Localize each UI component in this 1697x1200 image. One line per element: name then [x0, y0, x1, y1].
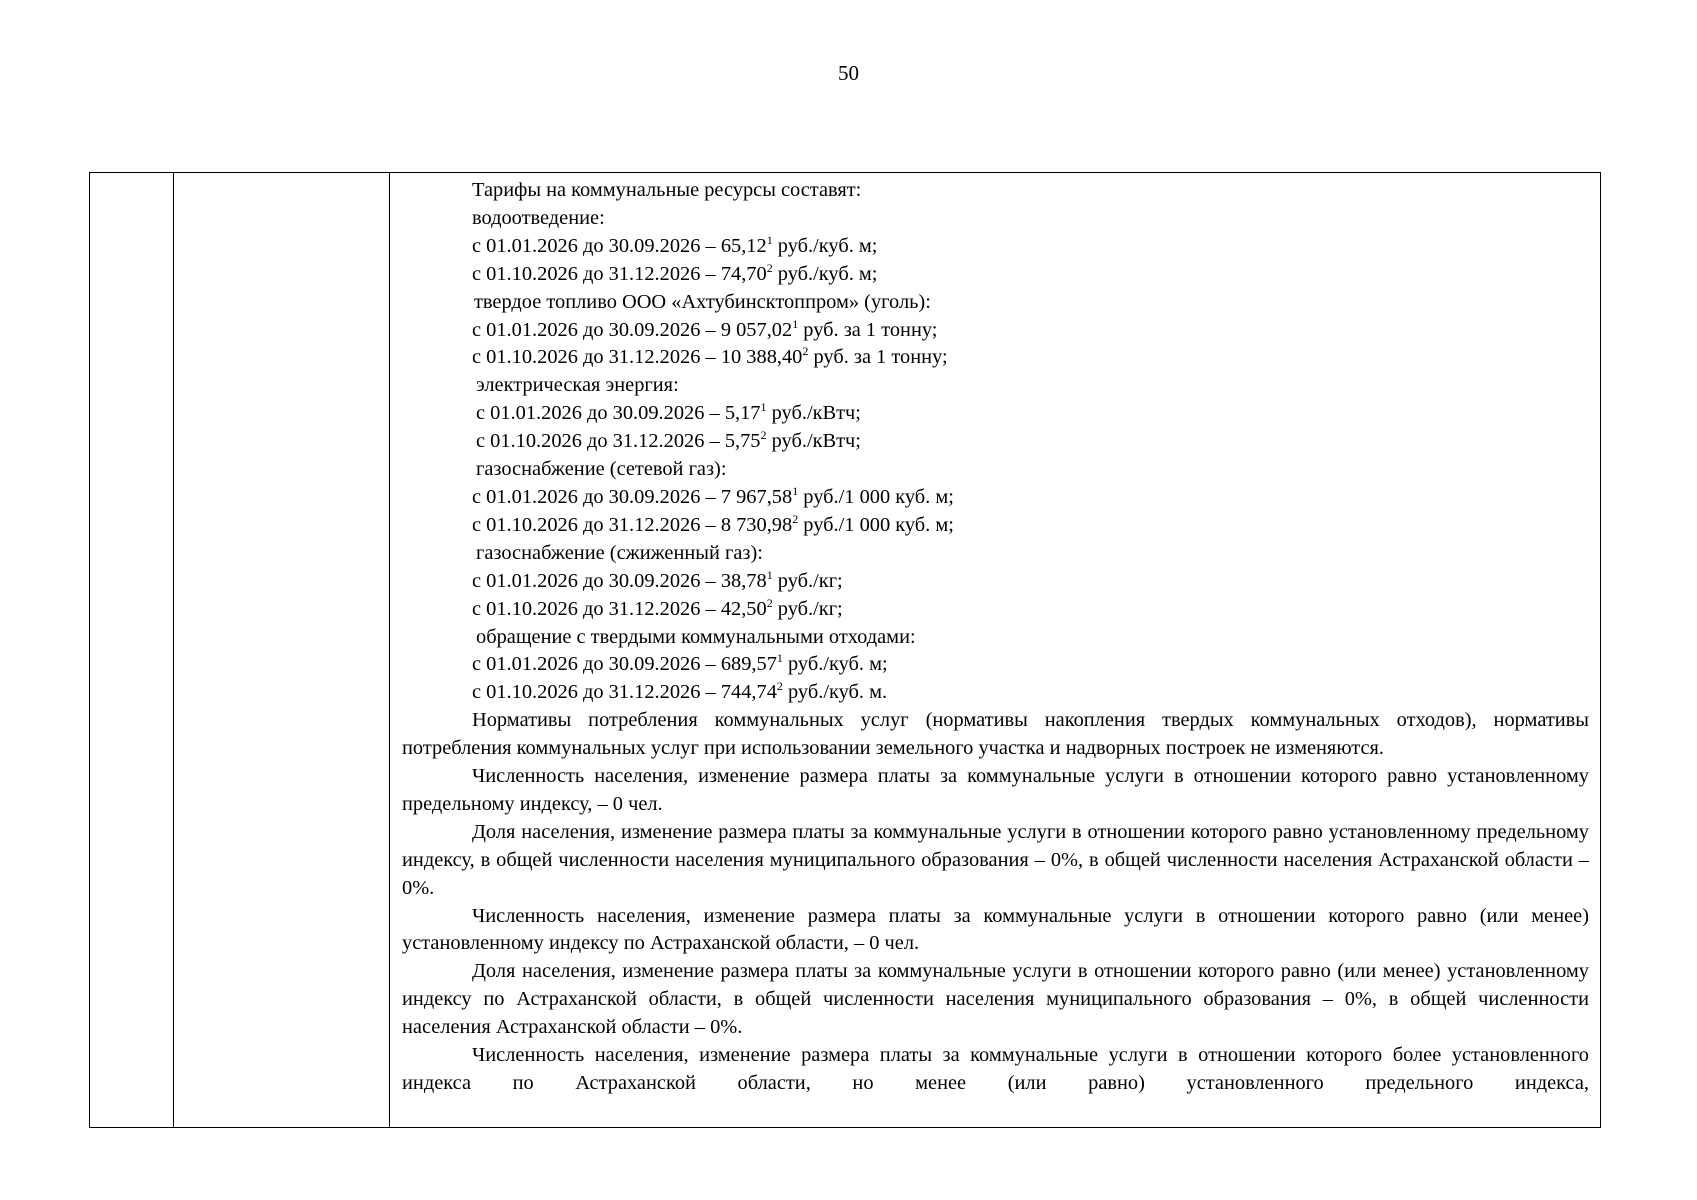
- tariff-line: с 01.01.2026 до 30.09.2026 – 65,12$^1$ руб./куб. м;: [472, 232, 878, 257]
- tariff-group-title: водоотведение:: [472, 206, 605, 229]
- paragraph-share-limit-index: Доля населения, изменение размера платы за коммунальные услуги в отношении которого равно установленному предельному индексу, в общей численности населения муниципального образования – 0%, в общей численности населения Астраханской области – 0%.: [402, 820, 1589, 899]
- tariff-line: с 01.10.2026 до 31.12.2026 – 744,74$^2$ руб./куб. м.: [472, 679, 888, 704]
- cell-content: [390, 173, 1600, 1123]
- table-cell-name: [174, 173, 390, 1128]
- tariff-group-title: газоснабжение (сжиженный газ):: [476, 541, 763, 564]
- tariff-group-title: электрическая энергия:: [476, 374, 679, 397]
- tariff-line: с 01.10.2026 до 31.12.2026 – 10 388,40$^2$ руб. за 1 тонну;: [472, 344, 948, 369]
- paragraph-population-above-index: Численность населения, изменение размера платы за коммунальные услуги в отношении которого более установленного индекса по Астраханской области, но менее (или равно) установленного предельного индекса,: [402, 1044, 1589, 1094]
- table-cell-number: [90, 173, 174, 1128]
- page-number: 50: [838, 61, 859, 85]
- tariff-line: с 01.01.2026 до 30.09.2026 – 7 967,58$^1$ руб./1 000 куб. м;: [472, 483, 954, 508]
- tariff-group-title: обращение с твердыми коммунальными отходами:: [476, 625, 916, 648]
- tariffs-heading: Тарифы на коммунальные ресурсы составят:: [472, 179, 862, 201]
- tariff-line: с 01.10.2026 до 31.12.2026 – 74,70$^2$ руб./куб. м;: [472, 260, 878, 285]
- tariff-line: с 01.10.2026 до 31.12.2026 – 8 730,98$^2$ руб./1 000 куб. м;: [472, 511, 954, 536]
- tariff-line: с 01.01.2026 до 30.09.2026 – 689,57$^1$ руб./куб. м;: [472, 651, 888, 676]
- paragraph-normatives: Нормативы потребления коммунальных услуг (нормативы накопления твердых коммунальных отходов), нормативы потребления коммунальных услуг при использовании земельного участка и надворных построек не изменяются.: [402, 709, 1589, 760]
- paragraph-population-limit-index: Численность населения, изменение размера платы за коммунальные услуги в отношении которого равно установленному предельному индексу, – 0 чел.: [402, 765, 1589, 815]
- table-cell-content: [390, 173, 1601, 1128]
- tariff-line: с 01.10.2026 до 31.12.2026 – 42,50$^2$ руб./кг;: [472, 595, 843, 620]
- tariff-group-title: твердое топливо ООО «Ахтубинсктоппром» (уголь):: [474, 290, 931, 313]
- tariff-line: с 01.01.2026 до 30.09.2026 – 5,17$^1$ руб./кВтч;: [476, 400, 861, 425]
- document-table: [89, 172, 1601, 1128]
- paragraph-population-regional-index: Численность населения, изменение размера платы за коммунальные услуги в отношении которого равно (или менее) установленному индексу по Астраханской области, – 0 чел.: [402, 904, 1589, 955]
- tariff-group-title: газоснабжение (сетевой газ):: [476, 458, 727, 481]
- tariff-line: с 01.10.2026 до 31.12.2026 – 5,75$^2$ руб./кВтч;: [476, 428, 861, 453]
- tariff-line: с 01.01.2026 до 30.09.2026 – 38,78$^1$ руб./кг;: [472, 567, 843, 592]
- tariff-line: с 01.01.2026 до 30.09.2026 – 9 057,02$^1$ руб. за 1 тонну;: [472, 316, 938, 341]
- paragraph-share-regional-index: Доля населения, изменение размера платы за коммунальные услуги в отношении которого равно (или менее) установленному индексу по Астраханской области, в общей численности населения муниципального образования – 0%, в общей численности населения Астраханской области – 0%.: [402, 960, 1589, 1039]
